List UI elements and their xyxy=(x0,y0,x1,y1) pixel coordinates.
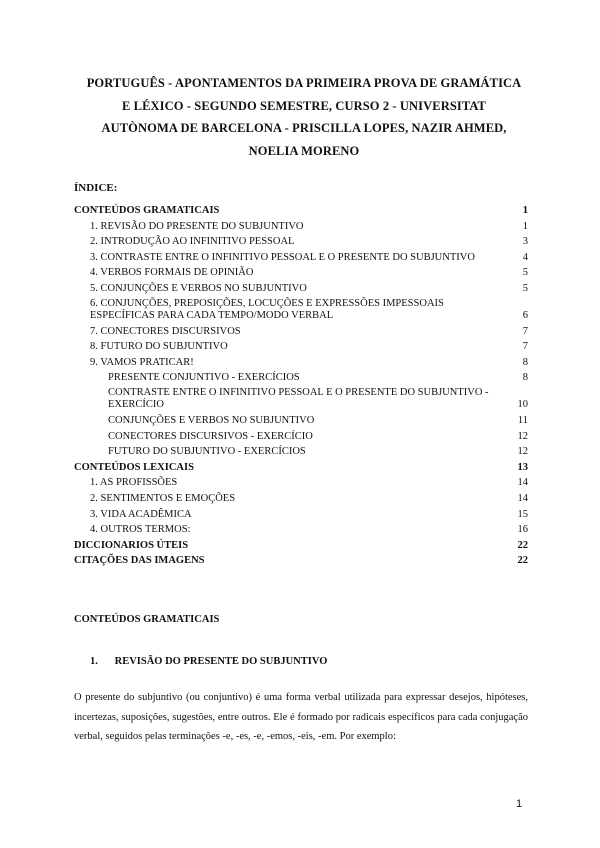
toc-label: 5. CONJUNÇÕES E VERBOS NO SUBJUNTIVO xyxy=(90,282,307,294)
toc-page: 10 xyxy=(517,398,528,410)
toc-page: 1 xyxy=(522,220,528,232)
index-heading: ÍNDICE: xyxy=(74,182,118,194)
document-title xyxy=(70,72,538,162)
toc-entry[interactable] xyxy=(74,475,528,491)
toc-page: 12 xyxy=(517,446,528,458)
toc-label: 9. VAMOS PRATICAR! xyxy=(90,356,194,368)
toc-page: 14 xyxy=(517,477,528,489)
title-line-1: PORTUGUÊS - APONTAMENTOS DA PRIMEIRA PROVA DE GRAMÁTICA xyxy=(86,76,522,90)
toc-entry[interactable] xyxy=(74,522,528,538)
toc-page: 22 xyxy=(517,555,528,567)
subsection-heading xyxy=(90,656,327,667)
toc-page: 11 xyxy=(517,414,528,426)
toc-entry-conteudos-lexicais[interactable] xyxy=(74,460,528,476)
toc-entry[interactable] xyxy=(74,444,528,460)
toc-page: 7 xyxy=(522,325,528,337)
toc-page: 4 xyxy=(522,251,528,263)
toc-entry[interactable] xyxy=(74,281,528,297)
toc-entry[interactable] xyxy=(74,234,528,250)
toc-label: 7. CONECTORES DISCURSIVOS xyxy=(90,325,241,337)
subsection-title: REVISÃO DO PRESENTE DO SUBJUNTIVO xyxy=(114,656,328,667)
toc-entry[interactable] xyxy=(74,491,528,507)
toc-label: 2. INTRODUÇÃO AO INFINITIVO PESSOAL xyxy=(90,236,295,248)
toc-label: PRESENTE CONJUNTIVO - EXERCÍCIOS xyxy=(108,372,300,384)
toc-label: FUTURO DO SUBJUNTIVO - EXERCÍCIOS xyxy=(108,446,306,458)
toc-entry[interactable] xyxy=(74,355,528,371)
toc-page: 7 xyxy=(522,341,528,353)
toc-entry[interactable] xyxy=(74,250,528,266)
toc-label: 3. CONTRASTE ENTRE O INFINITIVO PESSOAL E O PRESENTE DO SUBJUNTIVO xyxy=(90,251,475,263)
toc-page: 14 xyxy=(517,492,528,504)
toc-entry[interactable] xyxy=(74,429,528,445)
toc-page: 6 xyxy=(522,309,528,321)
body-paragraph: O presente do subjuntivo (ou conjuntivo) é uma forma verbal utilizada para expressar desejos, hipóteses, incertezas, suposições, sugestões, entre outros. Ele é formado por radicais específicos para cada conjugação verbal, seguidos pelas terminações -e, -es, -e, -emos, -eis, -em. Por exemplo: xyxy=(74,692,528,742)
toc-entry[interactable] xyxy=(74,413,528,429)
toc-entry[interactable] xyxy=(74,265,528,281)
table-of-contents xyxy=(74,203,528,569)
toc-entry-diccionarios[interactable] xyxy=(74,538,528,554)
toc-entry[interactable] xyxy=(74,219,528,235)
toc-page: 12 xyxy=(517,430,528,442)
subsection-number: 1. xyxy=(90,656,98,667)
toc-page: 3 xyxy=(522,236,528,248)
toc-page: 13 xyxy=(517,461,528,473)
toc-page: 16 xyxy=(517,524,528,536)
toc-page: 8 xyxy=(522,372,528,384)
toc-label: DICCIONARIOS ÚTEIS xyxy=(74,539,189,551)
toc-page: 8 xyxy=(522,356,528,368)
page-number: 1 xyxy=(516,798,523,810)
toc-label: 8. FUTURO DO SUBJUNTIVO xyxy=(90,341,228,353)
toc-label: CONECTORES DISCURSIVOS - EXERCÍCIO xyxy=(108,430,313,442)
toc-label-line: CONTRASTE ENTRE O INFINITIVO PESSOAL E O PRESENTE DO SUBJUNTIVO - xyxy=(108,386,489,398)
toc-label: 3. VIDA ACADÊMICA xyxy=(90,508,192,520)
toc-label-line: 6. CONJUNÇÕES, PREPOSIÇÕES, LOCUÇÕES E EXPRESSÕES IMPESSOAIS xyxy=(90,297,444,309)
toc-label: CONJUNÇÕES E VERBOS NO SUBJUNTIVO xyxy=(108,414,315,426)
toc-label xyxy=(74,298,504,322)
toc-entry[interactable] xyxy=(74,324,528,340)
toc-label: CONTEÚDOS GRAMATICAIS xyxy=(74,205,220,216)
title-line-2: E LÉXICO - SEGUNDO SEMESTRE, CURSO 2 - UNIVERSITAT xyxy=(122,98,486,113)
toc-page: 15 xyxy=(517,508,528,520)
toc-entry-conteudos-gramaticais[interactable] xyxy=(74,203,528,219)
toc-label: 1. REVISÃO DO PRESENTE DO SUBJUNTIVO xyxy=(90,220,304,232)
toc-label xyxy=(74,387,504,411)
title-line-3: AUTÒNOMA DE BARCELONA - PRISCILLA LOPES, NAZIR AHMED, xyxy=(101,121,507,135)
title-line-4: NOELIA MORENO xyxy=(248,143,360,158)
toc-page: 22 xyxy=(517,539,528,551)
toc-label: 1. AS PROFISSÕES xyxy=(90,477,178,489)
toc-page: 5 xyxy=(522,282,528,294)
toc-entry-citacoes[interactable] xyxy=(74,553,528,569)
toc-entry[interactable] xyxy=(74,297,528,324)
toc-page: 5 xyxy=(522,267,528,279)
toc-label: 4. VERBOS FORMAIS DE OPINIÃO xyxy=(90,267,254,279)
toc-entry[interactable] xyxy=(74,370,528,386)
toc-label-line: ESPECÍFICAS PARA CADA TEMPO/MODO VERBAL xyxy=(90,309,334,321)
toc-page: 1 xyxy=(522,205,528,216)
toc-label: CITAÇÕES DAS IMAGENS xyxy=(74,555,205,567)
section-heading: CONTEÚDOS GRAMATICAIS xyxy=(74,614,220,625)
toc-label: 4. OUTROS TERMOS: xyxy=(90,524,191,536)
toc-entry[interactable] xyxy=(74,339,528,355)
toc-entry[interactable] xyxy=(74,386,528,413)
toc-entry[interactable] xyxy=(74,507,528,523)
toc-label: 2. SENTIMENTOS E EMOÇÕES xyxy=(90,492,236,504)
toc-label-line: EXERCÍCIO xyxy=(108,398,164,410)
toc-label: CONTEÚDOS LEXICAIS xyxy=(74,461,194,473)
